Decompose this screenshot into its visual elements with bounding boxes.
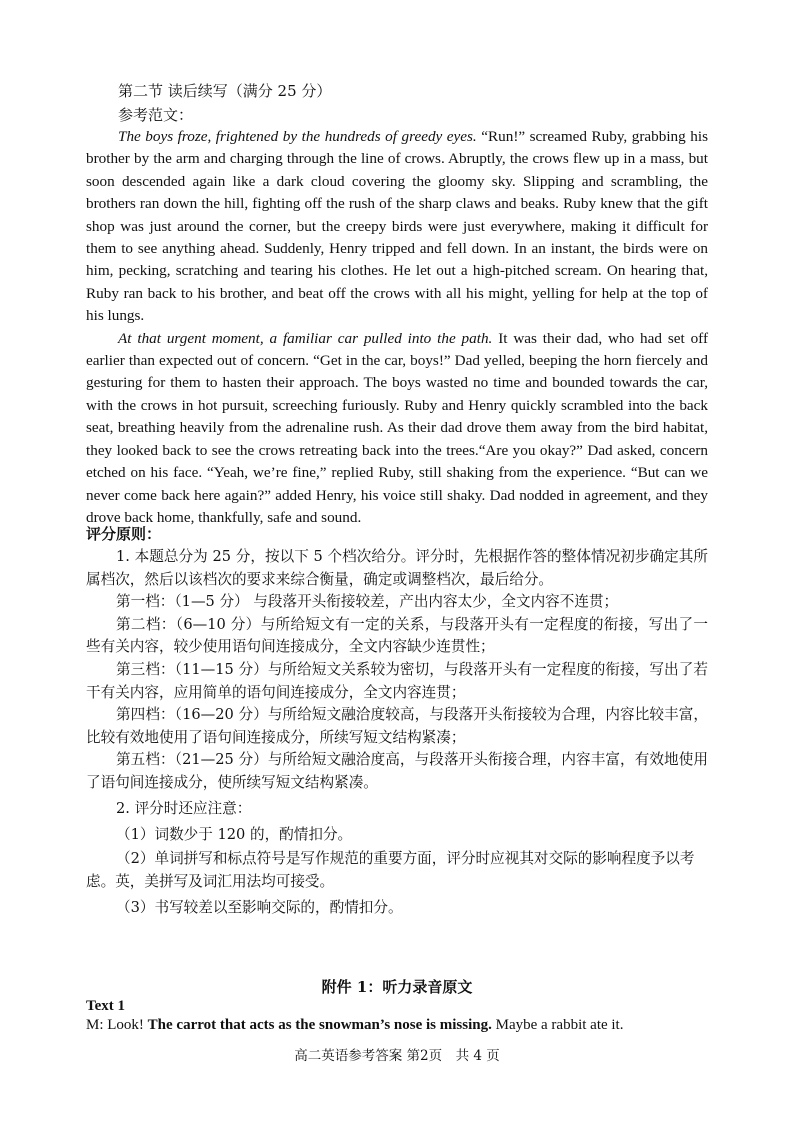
text-1-label: Text 1 [86, 998, 126, 1014]
speaker-text: M: Look! [86, 1017, 148, 1033]
essay-paragraph-2 [86, 328, 708, 530]
paragraph-1-body: “Run!” screamed Ruby, grabbing his brother by the arm and charging through the line of crows. Abruptly, the crows flew up in a mass, but soon descended again like a dark cloud covering the gloomy sky. Slipping and scrambling, the brothers ran down the hill, fighting off the rush of the sharp claws and beaks. Ruby knew that the gift shop was just around the corner, but the creepy birds were just everywhere, making it difficult for them to see anything ahead. Suddenly, Henry tripped and fell down. In an instant, the birds were on him, pecking, scratching and tearing his clothes. He let out a high-pitched scream. On hearing that, Ruby ran back to his brother, and beat off the crows with all his might, yelling for help at the top of his lungs. [86, 128, 708, 325]
criteria-level-2: 第二档：（6—10 分）与所给短文有一定的关系，与段落开头有一定程度的衔接，写出了一些有关内容，较少使用语句间连接成分，全文内容缺少连贯性； [86, 615, 708, 656]
criteria-heading: 评分原则： [86, 525, 162, 543]
criteria-intro: 1. 本题总分为 25 分，按以下 5 个档次给分。评分时，先根据作答的整体情况初步确定其所属档次，然后以该档次的要求来综合衡量，确定或调整档次，最后给分。 [86, 548, 708, 588]
paragraph-1-opener: The boys froze, frightened by the hundreds of greedy eyes. [118, 128, 477, 145]
bold-sentence: The carrot that acts as the snowman’s nose is missing. [147, 1017, 492, 1033]
paragraph-2-body: It was their dad, who had set off earlier than expected out of concern. “Get in the car, boys!” Dad yelled, beeping the horn fiercely and gesturing for them to hasten their approach. The boys wasted no time and bounded towards the car, with the crows in hot pursuit, screeching furiously. Ruby and Henry quickly scrambled into the back seat, breathing heavily from the adrenaline rush. As their dad drove them away from the bird habitat, they looked back to see the crows retreating back into the trees.“Are you okay?” Dad asked, concern etched on his face. “Yeah, we’re fine,” replied Ruby, still shaking from the experience. “But can we never come back here again?” added Henry, his voice still shaky. Dad nodded in agreement, and they drove back home, thankfully, safe and sound. [86, 329, 708, 526]
criteria-level-3: 第三档：（11—15 分）与所给短文关系较为密切，与段落开头有一定程度的衔接，写出了若干有关内容，应用简单的语句间连接成分，全文内容连贯； [86, 660, 708, 701]
criteria-level-1: 第一档：（1—5 分） 与段落开头衔接较差，产出内容太少，全文内容不连贯； [116, 593, 619, 611]
note-heading: 2. 评分时还应注意： [116, 800, 252, 817]
note-item-3: （3）书写较差以至影响交际的，酌情扣分。 [116, 899, 403, 917]
criteria-level-4: 第四档：（16—20 分）与所给短文融洽度较高，与段落开头衔接较为合理，内容比较丰富，比较有效地使用了语句间连接成分，所续写短文结构紧凑； [86, 706, 708, 746]
note-item-1: （1）词数少于 120 的，酌情扣分。 [116, 826, 353, 843]
scoring-notes [86, 796, 708, 921]
page-footer: 高二英语参考答案 第2页 共 4 页 [294, 1048, 500, 1064]
transcript-rest: Maybe a rabbit ate it. [491, 1017, 624, 1033]
criteria-level-5: 第五档：（21—25 分）与所给短文融洽度高，与段落开头衔接合理，内容丰富，有效地使用了语句间连接成分，使所续写短文结构紧凑。 [86, 751, 708, 791]
section-title: 第二节 读后续写（满分 25 分） [118, 82, 332, 100]
scoring-criteria [86, 546, 708, 795]
transcript-line [86, 1017, 623, 1034]
note-item-2: （2）单词拼写和标点符号是写作规范的重要方面，评分时应视其对交际的影响程度予以考虑。英，美拼写及词汇用法均可接受。 [86, 850, 695, 890]
appendix-title: 附件 1：听力录音原文 [321, 978, 473, 996]
reference-label: 参考范文： [118, 106, 194, 124]
essay-paragraph-1 [86, 126, 708, 328]
reference-essay [86, 126, 708, 529]
paragraph-2-opener: At that urgent moment, a familiar car pulled into the path. [118, 329, 493, 347]
